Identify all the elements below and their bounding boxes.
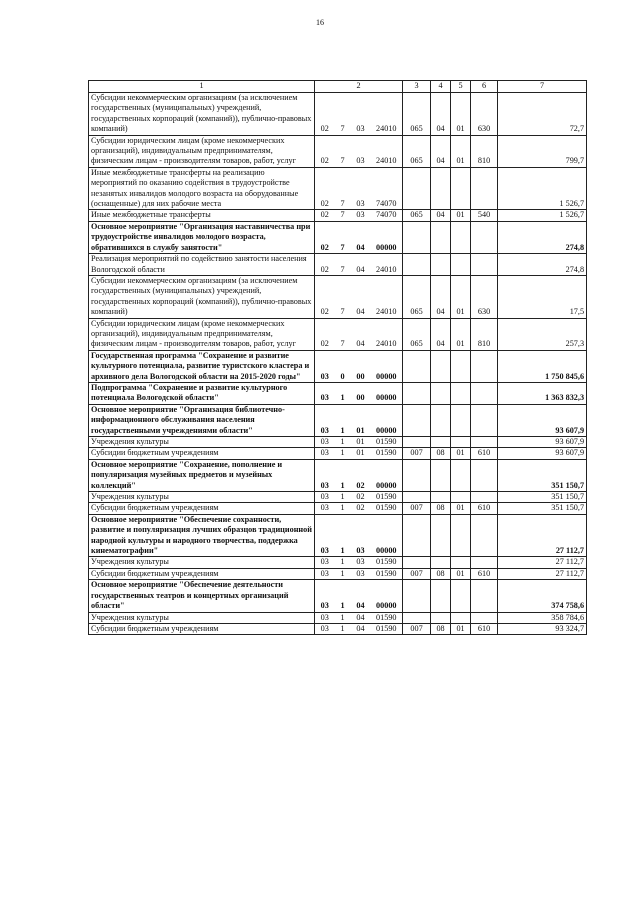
table-row bbox=[89, 612, 587, 623]
row-department-code bbox=[403, 514, 431, 557]
row-section-code bbox=[431, 492, 451, 503]
row-event-code: 04 bbox=[351, 580, 371, 612]
row-program-code: 02 bbox=[315, 318, 335, 350]
row-expense-type: 810 bbox=[471, 135, 498, 167]
row-department-code bbox=[403, 254, 431, 276]
row-direction-code: 00000 bbox=[371, 350, 403, 382]
row-section-code: 08 bbox=[431, 448, 451, 459]
row-event-code: 03 bbox=[351, 210, 371, 221]
row-event-code: 02 bbox=[351, 492, 371, 503]
table-row bbox=[89, 492, 587, 503]
row-direction-code: 01590 bbox=[371, 612, 403, 623]
row-subsection-code: 01 bbox=[451, 135, 471, 167]
row-program-code: 02 bbox=[315, 221, 335, 253]
row-amount: 374 758,6 bbox=[498, 580, 587, 612]
row-section-code: 08 bbox=[431, 568, 451, 579]
row-expense-type: 540 bbox=[471, 210, 498, 221]
row-name: Субсидии бюджетным учреждениям bbox=[89, 503, 315, 514]
row-section-code: 08 bbox=[431, 623, 451, 634]
row-amount: 72,7 bbox=[498, 93, 587, 136]
row-subprogram-code: 1 bbox=[335, 557, 351, 568]
row-event-code: 00 bbox=[351, 382, 371, 404]
row-expense-type: 630 bbox=[471, 93, 498, 136]
row-subsection-code bbox=[451, 350, 471, 382]
row-section-code: 08 bbox=[431, 503, 451, 514]
row-program-code: 02 bbox=[315, 167, 335, 210]
row-subprogram-code: 7 bbox=[335, 318, 351, 350]
table-row bbox=[89, 623, 587, 634]
budget-table bbox=[88, 80, 587, 635]
row-name: Иные межбюджетные трансферты на реализацию мероприятий по оказанию содействия в трудоустройстве незанятых инвалидов молодого возраста на оборудованные (оснащенные) для них рабочие места bbox=[89, 167, 315, 210]
row-subprogram-code: 0 bbox=[335, 350, 351, 382]
row-name: Учреждения культуры bbox=[89, 557, 315, 568]
row-event-code: 03 bbox=[351, 557, 371, 568]
row-name: Реализация мероприятий по содействию занятости населения Вологодской области bbox=[89, 254, 315, 276]
row-department-code: 007 bbox=[403, 568, 431, 579]
row-program-code: 03 bbox=[315, 448, 335, 459]
row-program-code: 03 bbox=[315, 557, 335, 568]
row-name: Основное мероприятие "Организация библиотечно-информационного обслуживания населения государственными учреждениями области" bbox=[89, 404, 315, 436]
row-department-code: 065 bbox=[403, 318, 431, 350]
row-amount: 93 607,9 bbox=[498, 404, 587, 436]
table-row bbox=[89, 93, 587, 136]
row-department-code: 065 bbox=[403, 93, 431, 136]
row-name: Субсидии юридическим лицам (кроме некоммерческих организаций), индивидуальным предпринимателям, физическим лицам - производителям товаров, работ, услуг bbox=[89, 135, 315, 167]
row-event-code: 01 bbox=[351, 448, 371, 459]
table-row bbox=[89, 167, 587, 210]
row-program-code: 03 bbox=[315, 382, 335, 404]
table-row bbox=[89, 557, 587, 568]
table-row bbox=[89, 448, 587, 459]
header-col-7: 7 bbox=[498, 81, 587, 93]
row-section-code: 04 bbox=[431, 318, 451, 350]
row-department-code bbox=[403, 221, 431, 253]
row-event-code: 04 bbox=[351, 612, 371, 623]
row-event-code: 03 bbox=[351, 135, 371, 167]
row-event-code: 04 bbox=[351, 623, 371, 634]
row-name: Подпрограмма "Сохранение и развитие культурного потенциала Вологодской области" bbox=[89, 382, 315, 404]
row-department-code: 065 bbox=[403, 135, 431, 167]
header-row bbox=[89, 81, 587, 93]
row-direction-code: 24010 bbox=[371, 318, 403, 350]
row-event-code: 02 bbox=[351, 459, 371, 491]
row-expense-type: 630 bbox=[471, 275, 498, 318]
table-row bbox=[89, 210, 587, 221]
row-expense-type: 610 bbox=[471, 503, 498, 514]
row-subprogram-code: 1 bbox=[335, 568, 351, 579]
row-expense-type: 610 bbox=[471, 568, 498, 579]
row-expense-type bbox=[471, 612, 498, 623]
row-expense-type bbox=[471, 459, 498, 491]
row-direction-code: 01590 bbox=[371, 437, 403, 448]
row-direction-code: 01590 bbox=[371, 623, 403, 634]
row-direction-code: 24010 bbox=[371, 254, 403, 276]
row-program-code: 03 bbox=[315, 580, 335, 612]
row-program-code: 03 bbox=[315, 514, 335, 557]
row-direction-code: 00000 bbox=[371, 404, 403, 436]
table-row bbox=[89, 503, 587, 514]
row-amount: 93 607,9 bbox=[498, 437, 587, 448]
row-program-code: 03 bbox=[315, 459, 335, 491]
row-name: Государственная программа "Сохранение и развитие культурного потенциала, развитие туристского кластера и архивного дела Вологодской области на 2015-2020 годы" bbox=[89, 350, 315, 382]
row-direction-code: 24010 bbox=[371, 93, 403, 136]
row-subsection-code: 01 bbox=[451, 503, 471, 514]
row-subsection-code bbox=[451, 612, 471, 623]
row-subsection-code: 01 bbox=[451, 448, 471, 459]
row-expense-type bbox=[471, 382, 498, 404]
header-col-4: 4 bbox=[431, 81, 451, 93]
row-name: Учреждения культуры bbox=[89, 437, 315, 448]
row-subsection-code bbox=[451, 557, 471, 568]
header-col-1: 1 bbox=[89, 81, 315, 93]
row-direction-code: 01590 bbox=[371, 448, 403, 459]
row-amount: 1 363 832,3 bbox=[498, 382, 587, 404]
row-section-code bbox=[431, 612, 451, 623]
row-subprogram-code: 1 bbox=[335, 514, 351, 557]
row-subsection-code: 01 bbox=[451, 93, 471, 136]
row-direction-code: 74070 bbox=[371, 167, 403, 210]
table-row bbox=[89, 135, 587, 167]
row-program-code: 03 bbox=[315, 623, 335, 634]
row-section-code bbox=[431, 437, 451, 448]
row-subprogram-code: 1 bbox=[335, 623, 351, 634]
row-expense-type: 610 bbox=[471, 448, 498, 459]
row-section-code bbox=[431, 382, 451, 404]
row-subsection-code bbox=[451, 437, 471, 448]
row-name: Основное мероприятие "Организация наставничества при трудоустройстве инвалидов молодого возраста, обратившихся в службу занятости" bbox=[89, 221, 315, 253]
row-expense-type bbox=[471, 492, 498, 503]
row-amount: 358 784,6 bbox=[498, 612, 587, 623]
table-row bbox=[89, 580, 587, 612]
row-subsection-code: 01 bbox=[451, 568, 471, 579]
table-row bbox=[89, 459, 587, 491]
row-event-code: 03 bbox=[351, 568, 371, 579]
row-subsection-code bbox=[451, 514, 471, 557]
row-subprogram-code: 1 bbox=[335, 382, 351, 404]
row-direction-code: 00000 bbox=[371, 459, 403, 491]
row-section-code: 04 bbox=[431, 93, 451, 136]
row-amount: 27 112,7 bbox=[498, 514, 587, 557]
row-section-code: 04 bbox=[431, 275, 451, 318]
row-expense-type bbox=[471, 254, 498, 276]
table-row bbox=[89, 275, 587, 318]
row-subprogram-code: 1 bbox=[335, 503, 351, 514]
row-amount: 93 324,7 bbox=[498, 623, 587, 634]
row-department-code bbox=[403, 167, 431, 210]
row-section-code: 04 bbox=[431, 210, 451, 221]
page-number: 16 bbox=[316, 18, 324, 27]
row-direction-code: 01590 bbox=[371, 568, 403, 579]
row-subsection-code bbox=[451, 492, 471, 503]
row-program-code: 02 bbox=[315, 93, 335, 136]
row-event-code: 04 bbox=[351, 318, 371, 350]
row-department-code bbox=[403, 459, 431, 491]
row-name: Субсидии некоммерческим организациям (за исключением государственных (муниципальных) учреждений, государственных корпораций (компаний)), публично-правовых компаний) bbox=[89, 275, 315, 318]
row-amount: 351 150,7 bbox=[498, 492, 587, 503]
table-row bbox=[89, 318, 587, 350]
row-subprogram-code: 1 bbox=[335, 448, 351, 459]
row-event-code: 03 bbox=[351, 514, 371, 557]
table-row bbox=[89, 382, 587, 404]
header-col-3: 3 bbox=[403, 81, 431, 93]
row-name: Субсидии бюджетным учреждениям bbox=[89, 568, 315, 579]
row-direction-code: 01590 bbox=[371, 557, 403, 568]
row-subprogram-code: 1 bbox=[335, 404, 351, 436]
row-event-code: 03 bbox=[351, 93, 371, 136]
row-subprogram-code: 1 bbox=[335, 612, 351, 623]
row-expense-type: 810 bbox=[471, 318, 498, 350]
row-section-code bbox=[431, 580, 451, 612]
row-department-code bbox=[403, 437, 431, 448]
row-department-code bbox=[403, 580, 431, 612]
row-section-code bbox=[431, 404, 451, 436]
row-department-code bbox=[403, 492, 431, 503]
row-department-code: 007 bbox=[403, 503, 431, 514]
row-subprogram-code: 7 bbox=[335, 254, 351, 276]
row-event-code: 02 bbox=[351, 503, 371, 514]
row-amount: 257,3 bbox=[498, 318, 587, 350]
row-amount: 1 526,7 bbox=[498, 210, 587, 221]
row-direction-code: 24010 bbox=[371, 275, 403, 318]
row-subprogram-code: 1 bbox=[335, 437, 351, 448]
row-program-code: 02 bbox=[315, 210, 335, 221]
row-program-code: 03 bbox=[315, 437, 335, 448]
row-subprogram-code: 7 bbox=[335, 93, 351, 136]
row-event-code: 04 bbox=[351, 254, 371, 276]
row-name: Основное мероприятие "Сохранение, пополнение и популяризация музейных предметов и музейных коллекций" bbox=[89, 459, 315, 491]
header-col-2: 2 bbox=[315, 81, 403, 93]
row-program-code: 03 bbox=[315, 568, 335, 579]
header-col-5: 5 bbox=[451, 81, 471, 93]
row-section-code bbox=[431, 350, 451, 382]
row-name: Иные межбюджетные трансферты bbox=[89, 210, 315, 221]
row-department-code: 065 bbox=[403, 275, 431, 318]
row-section-code bbox=[431, 557, 451, 568]
row-department-code bbox=[403, 557, 431, 568]
row-amount: 93 607,9 bbox=[498, 448, 587, 459]
row-direction-code: 00000 bbox=[371, 221, 403, 253]
row-direction-code: 00000 bbox=[371, 580, 403, 612]
row-program-code: 02 bbox=[315, 254, 335, 276]
row-subsection-code bbox=[451, 404, 471, 436]
table-row bbox=[89, 254, 587, 276]
row-section-code bbox=[431, 167, 451, 210]
row-subprogram-code: 7 bbox=[335, 135, 351, 167]
row-program-code: 03 bbox=[315, 350, 335, 382]
row-amount: 799,7 bbox=[498, 135, 587, 167]
row-subprogram-code: 7 bbox=[335, 275, 351, 318]
row-amount: 1 526,7 bbox=[498, 167, 587, 210]
row-name: Основное мероприятие "Обеспечение деятельности государственных театров и концертных организаций области" bbox=[89, 580, 315, 612]
row-name: Субсидии юридическим лицам (кроме некоммерческих организаций), индивидуальным предпринимателям, физическим лицам - производителям товаров, работ, услуг bbox=[89, 318, 315, 350]
row-amount: 274,8 bbox=[498, 221, 587, 253]
row-subprogram-code: 7 bbox=[335, 221, 351, 253]
row-name: Учреждения культуры bbox=[89, 612, 315, 623]
row-program-code: 02 bbox=[315, 275, 335, 318]
row-program-code: 03 bbox=[315, 404, 335, 436]
row-event-code: 01 bbox=[351, 437, 371, 448]
row-section-code bbox=[431, 459, 451, 491]
row-name: Основное мероприятие "Обеспечение сохранности, развитие и популяризация лучших образцов традиционной народной культуры и народного творчества, поддержка кинематографии" bbox=[89, 514, 315, 557]
row-amount: 351 150,7 bbox=[498, 459, 587, 491]
row-section-code: 04 bbox=[431, 135, 451, 167]
row-expense-type bbox=[471, 167, 498, 210]
row-subsection-code bbox=[451, 254, 471, 276]
row-subsection-code: 01 bbox=[451, 318, 471, 350]
row-subsection-code bbox=[451, 221, 471, 253]
row-event-code: 03 bbox=[351, 167, 371, 210]
row-direction-code: 00000 bbox=[371, 514, 403, 557]
row-expense-type bbox=[471, 514, 498, 557]
row-name: Субсидии бюджетным учреждениям bbox=[89, 448, 315, 459]
row-department-code: 007 bbox=[403, 448, 431, 459]
table-row bbox=[89, 514, 587, 557]
row-expense-type: 610 bbox=[471, 623, 498, 634]
row-expense-type bbox=[471, 580, 498, 612]
row-amount: 274,8 bbox=[498, 254, 587, 276]
row-amount: 27 112,7 bbox=[498, 557, 587, 568]
row-section-code bbox=[431, 221, 451, 253]
row-subprogram-code: 1 bbox=[335, 580, 351, 612]
row-section-code bbox=[431, 254, 451, 276]
row-subprogram-code: 1 bbox=[335, 492, 351, 503]
row-program-code: 03 bbox=[315, 503, 335, 514]
row-direction-code: 24010 bbox=[371, 135, 403, 167]
row-expense-type bbox=[471, 404, 498, 436]
table-row bbox=[89, 404, 587, 436]
row-program-code: 03 bbox=[315, 492, 335, 503]
row-subsection-code: 01 bbox=[451, 275, 471, 318]
table-row bbox=[89, 437, 587, 448]
row-department-code bbox=[403, 350, 431, 382]
row-direction-code: 74070 bbox=[371, 210, 403, 221]
row-amount: 27 112,7 bbox=[498, 568, 587, 579]
header-col-6: 6 bbox=[471, 81, 498, 93]
row-expense-type bbox=[471, 221, 498, 253]
row-event-code: 01 bbox=[351, 404, 371, 436]
row-expense-type bbox=[471, 350, 498, 382]
row-direction-code: 00000 bbox=[371, 382, 403, 404]
row-subprogram-code: 7 bbox=[335, 167, 351, 210]
row-direction-code: 01590 bbox=[371, 492, 403, 503]
row-subprogram-code: 7 bbox=[335, 210, 351, 221]
row-section-code bbox=[431, 514, 451, 557]
row-subsection-code bbox=[451, 459, 471, 491]
row-name: Субсидии бюджетным учреждениям bbox=[89, 623, 315, 634]
row-amount: 351 150,7 bbox=[498, 503, 587, 514]
row-department-code bbox=[403, 382, 431, 404]
row-name: Субсидии некоммерческим организациям (за исключением государственных (муниципальных) учреждений, государственных корпораций (компаний)), публично-правовых компаний) bbox=[89, 93, 315, 136]
row-name: Учреждения культуры bbox=[89, 492, 315, 503]
row-department-code: 065 bbox=[403, 210, 431, 221]
row-subprogram-code: 1 bbox=[335, 459, 351, 491]
row-department-code bbox=[403, 404, 431, 436]
row-subsection-code: 01 bbox=[451, 623, 471, 634]
row-department-code: 007 bbox=[403, 623, 431, 634]
row-amount: 1 750 845,6 bbox=[498, 350, 587, 382]
row-subsection-code bbox=[451, 382, 471, 404]
row-direction-code: 01590 bbox=[371, 503, 403, 514]
row-subsection-code bbox=[451, 580, 471, 612]
row-department-code bbox=[403, 612, 431, 623]
row-subsection-code bbox=[451, 167, 471, 210]
row-event-code: 04 bbox=[351, 275, 371, 318]
row-amount: 17,5 bbox=[498, 275, 587, 318]
row-event-code: 00 bbox=[351, 350, 371, 382]
table-row bbox=[89, 568, 587, 579]
row-program-code: 03 bbox=[315, 612, 335, 623]
row-program-code: 02 bbox=[315, 135, 335, 167]
row-expense-type bbox=[471, 437, 498, 448]
row-subsection-code: 01 bbox=[451, 210, 471, 221]
row-expense-type bbox=[471, 557, 498, 568]
row-event-code: 04 bbox=[351, 221, 371, 253]
table-row bbox=[89, 350, 587, 382]
table-row bbox=[89, 221, 587, 253]
